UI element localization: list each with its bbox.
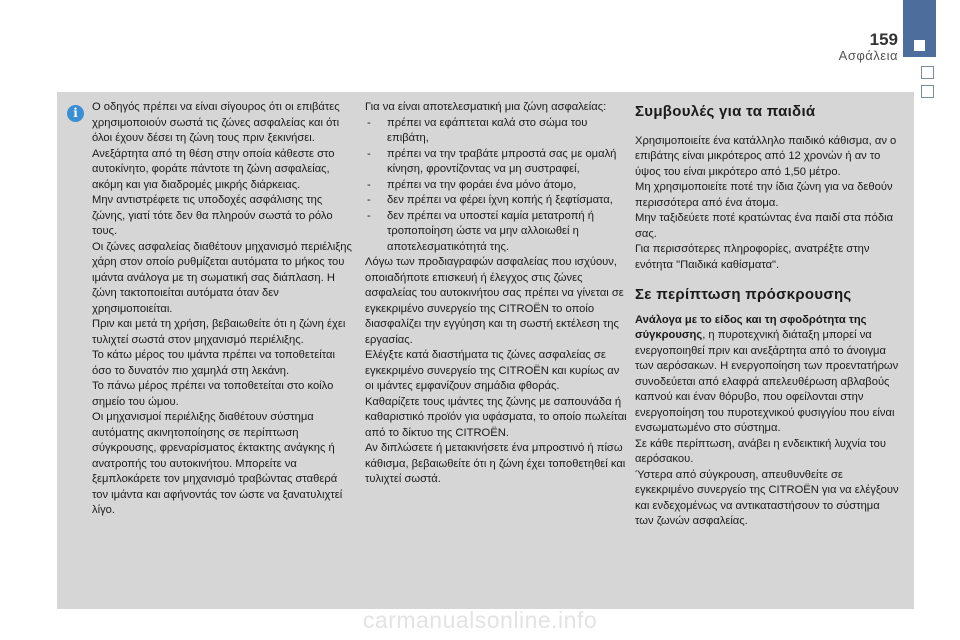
page-header bbox=[0, 0, 960, 90]
requirements-list bbox=[365, 116, 627, 256]
paragraph: Μην αντιστρέφετε τις υποδοχές ασφάλισης της ζώνης, γιατί τότε δεν θα πληρούν σωστά το ρόλο τους. bbox=[92, 194, 333, 237]
watermark: carmanualsonline.info bbox=[362, 607, 598, 633]
paragraph: Χρησιμοποιείτε ένα κατάλληλο παιδικό κάθισμα, αν ο επιβάτης είναι μικρότερος από 12 χρονών ή αν το ύψος του είναι μικρότερο από 1,50 μέτρο. bbox=[635, 134, 897, 178]
intro-text: Για να είναι αποτελεσματική μια ζώνη ασφαλείας: bbox=[365, 101, 607, 113]
section-tab bbox=[903, 0, 936, 57]
list-item: - δεν πρέπει να υποστεί καμία μετατροπή ή τροποποίηση ώστε να μην αλλοιωθεί η αποτελεσματικότητά της. bbox=[365, 209, 627, 256]
tab-box-icon bbox=[921, 85, 934, 98]
paragraph: Οι ζώνες ασφαλείας διαθέτουν μηχανισμό περιέλιξης χάρη στον οποίο ρυθμίζεται αυτόματα το μήκος του ιμάντα ανάλογα με τη σωματική σας διάπλαση. Η ζώνη τακτοποιείται αυτόματα όταν δεν χρησιμοποιείται. bbox=[92, 240, 352, 315]
heading-impact: Σε περίπτωση πρόσκρουσης bbox=[635, 286, 852, 303]
content-panel bbox=[57, 92, 914, 609]
paragraph: Ο οδηγός πρέπει να είναι σίγουρος ότι οι επιβάτες χρησιμοποιούν σωστά τις ζώνες ασφαλείας και ότι όλοι έχουν δέσει τη ζώνη τους πριν ξεκινήσει. bbox=[92, 101, 340, 144]
paragraph: Ελέγξτε κατά διαστήματα τις ζώνες ασφαλείας σε εγκεκριμένο συνεργείο της CITROËN και κυρίως αν οι ιμάντες εμφανίζουν σημάδια φθοράς. bbox=[365, 349, 620, 392]
tab-box-icon bbox=[921, 66, 934, 79]
paragraph: Οι μηχανισμοί περιέλιξης διαθέτουν σύστημα αυτόματης ακινητοποίησης σε περίπτωση σύγκρουσης, φρεναρίσματος έκτακτης ανάγκης ή ανατροπής του αυτοκινήτου. Μπορείτε να ξεμπλοκάρετε τον μηχανισμό τραβώντας σταθερά τον ιμάντα και αφήνοντάς τον ώστε να ξανατυλιχτεί λίγο. bbox=[92, 411, 343, 516]
paragraph: Πριν και μετά τη χρήση, βεβαιωθείτε ότι η ζώνη έχει τυλιχτεί σωστά στον μηχανισμό περιέλιξης. bbox=[92, 318, 346, 346]
paragraph-impact bbox=[635, 313, 900, 437]
column-children-impact bbox=[635, 100, 900, 530]
section-title: Ασφάλεια bbox=[838, 48, 898, 63]
lead-rest-text: , η πυροτεχνική διάταξη μπορεί να ενεργοποιηθεί πριν και ανεξάρτητα από το άνοιγμα των αερόσακων. Η ενεργοποίηση των προεντατήρων συνοδεύεται από ελαφρά απελευθέρωση αβλαβούς καπνού και έναν θόρυβο, που οφείλονται στην ενεργοποίηση του πυροτεχνικού φυσιγγίου που είναι ενσωματωμένο στο σύστημα. bbox=[635, 329, 899, 434]
column-seatbelt-usage bbox=[92, 100, 354, 519]
list-item: - πρέπει να την φοράει ένα μόνο άτομο, bbox=[365, 178, 627, 194]
list-item: - πρέπει να την τραβάτε μπροστά σας με ομαλή κίνηση, φροντίζοντας να μη συστραφεί, bbox=[365, 147, 627, 178]
paragraph: Ανεξάρτητα από τη θέση στην οποία κάθεστε στο αυτοκίνητο, φοράτε πάντοτε τη ζώνη ασφαλείας, ακόμη και για διαδρομές μικρής διάρκειας. bbox=[92, 147, 335, 191]
list-item: - δεν πρέπει να φέρει ίχνη κοπής ή ξεφτίσματα, bbox=[365, 193, 627, 209]
heading-children-advice: Συμβουλές για τα παιδιά bbox=[635, 103, 816, 120]
list-item: - πρέπει να εφάπτεται καλά στο σώμα του επιβάτη, bbox=[365, 116, 627, 147]
paragraph: Το κάτω μέρος του ιμάντα πρέπει να τοποθετείται όσο το δυνατόν πιο χαμηλά στη λεκάνη. bbox=[92, 349, 335, 377]
paragraph: Το πάνω μέρος πρέπει να τοποθετείται στο κοίλο σημείο του ώμου. bbox=[92, 380, 334, 408]
page-number: 159 bbox=[869, 30, 898, 49]
paragraph: Μην ταξιδεύετε ποτέ κρατώντας ένα παιδί στα πόδια σας. bbox=[635, 212, 894, 240]
paragraph: Σε κάθε περίπτωση, ανάβει η ενδεικτική λυχνία του αερόσακου. bbox=[635, 437, 887, 465]
paragraph: Καθαρίζετε τους ιμάντες της ζώνης με σαπουνάδα ή καθαριστικό προϊόν για υφάσματα, το οποίο πωλείται από το δίκτυο της CITROËN. bbox=[365, 395, 627, 439]
paragraph: Ύστερα από σύγκρουση, απευθυνθείτε σε εγκεκριμένο συνεργείο της CITROËN για να ελέγξουν και ενδεχομένως να αντικαταστήσουν το σύστημα των ζωνών ασφαλείας. bbox=[635, 468, 899, 527]
info-icon: i bbox=[67, 105, 84, 122]
paragraph: Λόγω των προδιαγραφών ασφαλείας που ισχύουν, οποιαδήποτε επισκευή ή έλεγχος στις ζώνες ασφαλείας του αυτοκινήτου σας πρέπει να γίνεται σε εγκεκριμένο συνεργείο της CITROËN το οποίο διασφαλίζει την εγγύηση και τη σωστή εκτέλεση της εργασίας. bbox=[365, 256, 624, 346]
paragraph: Για περισσότερες πληροφορίες, ανατρέξτε στην ενότητα "Παιδικά καθίσματα". bbox=[635, 243, 870, 271]
tab-square-icon bbox=[914, 40, 925, 51]
bold-lead-text: Ανάλογα με το είδος και τη σφοδρότητα της σύγκρουσης bbox=[635, 313, 867, 341]
paragraph: Μη χρησιμοποιείτε ποτέ την ίδια ζώνη για να δεθούν περισσότερα από ένα άτομα. bbox=[635, 181, 893, 209]
column-seatbelt-effectiveness bbox=[365, 100, 627, 488]
paragraph: Αν διπλώσετε ή μετακινήσετε ένα μπροστινό ή πίσω κάθισμα, βεβαιωθείτε ότι η ζώνη έχει τοποθετηθεί και τυλιχτεί σωστά. bbox=[365, 442, 626, 485]
